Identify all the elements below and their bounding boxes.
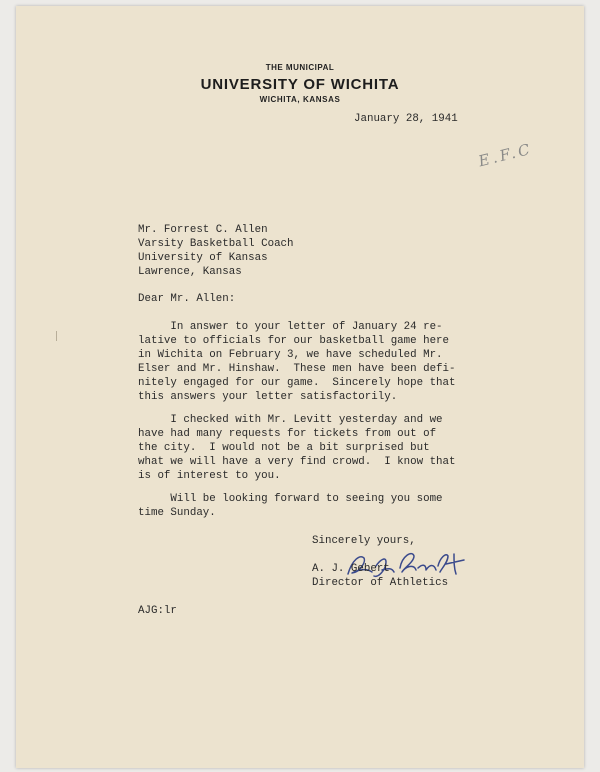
body-line: In answer to your letter of January 24 re-: [138, 321, 443, 333]
closing: Sincerely yours,: [312, 535, 416, 547]
body-line: is of interest to you.: [138, 470, 281, 482]
body-line: what we will have a very find crowd. I know that: [138, 456, 456, 468]
letter-sheet: [16, 6, 584, 768]
recipient-line-2: Varsity Basketball Coach: [138, 238, 294, 250]
letterhead-city: WICHITA, KANSAS: [259, 95, 341, 104]
recipient-line-4: Lawrence, Kansas: [138, 266, 242, 278]
body-line: in Wichita on February 3, we have scheduled Mr.: [138, 349, 443, 361]
recipient-line-1: Mr. Forrest C. Allen: [138, 224, 268, 236]
paper-mark: [56, 331, 57, 341]
signer-name: A. J. Gebert: [312, 563, 390, 575]
signer-title: Director of Athletics: [312, 577, 449, 589]
salutation: Dear Mr. Allen:: [138, 293, 236, 305]
body-line: Will be looking forward to seeing you some: [138, 493, 443, 505]
letterhead-the-municipal: THE MUNICIPAL: [265, 63, 335, 72]
body-line: this answers your letter satisfactorily.: [138, 391, 398, 403]
pencil-annotation: E.F.C: [476, 139, 535, 171]
body-line: the city. I would not be a bit surprised but: [138, 442, 430, 454]
reference-initials: AJG:lr: [138, 605, 177, 617]
body-line: nitely engaged for our game. Sincerely hope that: [138, 377, 456, 389]
letterhead-university-name: UNIVERSITY OF WICHITA: [200, 76, 400, 93]
body-line: I checked with Mr. Levitt yesterday and we: [138, 414, 443, 426]
recipient-line-3: University of Kansas: [138, 252, 268, 264]
body-line: time Sunday.: [138, 507, 216, 519]
letter-date: January 28, 1941: [354, 113, 458, 125]
body-line: Elser and Mr. Hinshaw. These men have been defi-: [138, 363, 456, 375]
body-line: have had many requests for tickets from out of: [138, 428, 437, 440]
body-line: lative to officials for our basketball game here: [138, 335, 450, 347]
